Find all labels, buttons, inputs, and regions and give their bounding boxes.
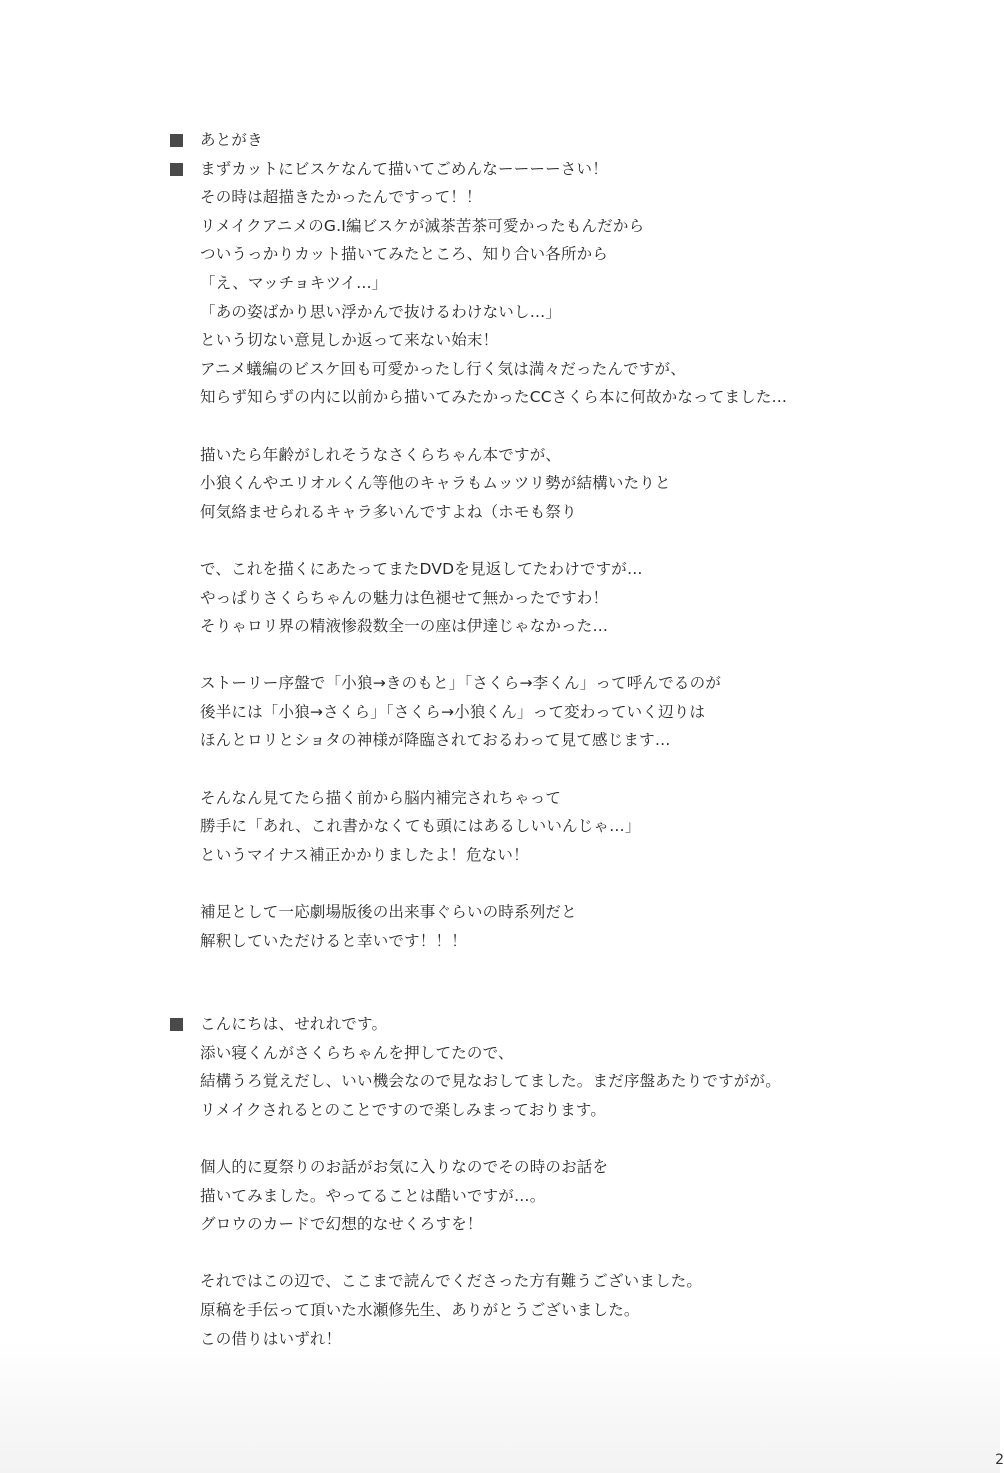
blank-line: [168, 412, 787, 441]
text-line-label: 結構うろ覚えだし、いい機会なので見なおしてました。まだ序盤あたりですがが。: [200, 1072, 781, 1091]
text-line: [168, 698, 787, 727]
text-line-label: リメイクされるとのことですので楽しみまっております。: [200, 1100, 607, 1119]
text-line-label: というマイナス補正かかりましたよ！危ない！: [200, 845, 529, 864]
text-line: [168, 269, 787, 298]
text-line: [168, 1067, 781, 1096]
text-line: [168, 326, 787, 355]
text-line-label: やっぱりさくらちゃんの魅力は色褪せて無かったですわ！: [200, 588, 609, 607]
text-line: [168, 1010, 781, 1039]
text-line: [168, 383, 787, 412]
text-line-label: それではこの辺で、ここまで読んでくださった方有難うございました。: [200, 1272, 703, 1291]
text-line-label: まずカットにビスケなんて描いてごめんなーーーーさい！: [200, 159, 608, 178]
text-line: [168, 298, 787, 327]
text-line-label: ストーリー序盤で「小狼→きのもと」「さくら→李くん」って呼んでるのが: [200, 674, 722, 693]
afterword-section-author-2: [168, 1010, 781, 1353]
square-bullet-icon: [170, 134, 183, 147]
text-line: [168, 1039, 781, 1068]
text-line-label: 描いたら年齢がしれそうなさくらちゃん本ですが、: [200, 445, 562, 464]
text-line: [168, 898, 787, 927]
text-line: [168, 1267, 781, 1296]
text-line: [168, 469, 787, 498]
text-line-label: アニメ蟻編のビスケ回も可愛かったし行く気は満々だったんですが、: [200, 359, 686, 378]
text-line: [168, 555, 787, 584]
blank-line: [168, 641, 787, 670]
text-line-label: 解釈していただけると幸いです！！！: [200, 931, 467, 950]
scan-shadow: [0, 1340, 1000, 1473]
text-line-label: リメイクアニメのG.I編ビスケが滅茶苦茶可愛かったもんだから: [200, 216, 645, 235]
text-line-label: 知らず知らずの内に以前から描いてみたかったCCさくら本に何故かなってました…: [200, 388, 788, 407]
text-line: [168, 784, 787, 813]
text-line: [168, 155, 787, 184]
text-line-label: ほんとロリとショタの神様が降臨されておるわって見て感じます…: [200, 731, 671, 750]
text-line-label: 原稿を手伝って頂いた水瀬修先生、ありがとうございました。: [200, 1300, 640, 1319]
text-line-label: ついうっかりカット描いてみたところ、知り合い各所から: [200, 245, 609, 264]
text-line: [168, 1325, 781, 1354]
text-line-label: そりゃロリ界の精液惨殺数全一の座は伊達じゃなかった…: [200, 617, 609, 636]
square-bullet-icon: [170, 163, 183, 176]
text-line: [168, 841, 787, 870]
afterword-section-author-1: [168, 126, 787, 955]
square-bullet-icon: [170, 1018, 183, 1031]
text-line: [168, 669, 787, 698]
text-line-label: 小狼くんやエリオルくん等他のキャラもムッツリ勢が結構いたりと: [200, 474, 671, 493]
text-line-label: 後半には「小狼→さくら」「さくら→小狼くん」って変わっていく辺りは: [200, 702, 706, 721]
text-line: [168, 212, 787, 241]
text-line-label: という切ない意見しか返って来ない始末！: [200, 331, 499, 350]
text-line: [168, 584, 787, 613]
text-line-label: グロウのカードで幻想的なせくろすを！: [200, 1215, 483, 1234]
text-line: [168, 1182, 781, 1211]
text-line-label: あとがき: [200, 131, 263, 149]
text-line: [168, 498, 787, 527]
text-line-label: 個人的に夏祭りのお話がお気に入りなのでその時のお話を: [200, 1157, 609, 1176]
text-line-label: 描いてみました。やってることは酷いですが…。: [200, 1186, 546, 1205]
text-line-label: この借りはいずれ！: [200, 1329, 342, 1348]
blank-line: [168, 526, 787, 555]
text-line: [168, 183, 787, 212]
blank-line: [168, 1239, 781, 1268]
page-number: 2: [995, 1452, 1004, 1468]
text-line: [168, 441, 787, 470]
text-line-label: 「え、マッチョキツイ…」: [200, 273, 388, 292]
text-line: [168, 612, 787, 641]
blank-line: [168, 869, 787, 898]
text-line-label: その時は超描きたかったんですって！！: [200, 188, 482, 207]
text-line-label: そんなん見てたら描く前から脳内補完されちゃって: [200, 788, 562, 807]
text-line: [168, 812, 787, 841]
text-line-label: 何気絡ませられるキャラ多いんですよね（ホモも祭り: [200, 502, 577, 521]
text-line-label: 「あの姿ばかり思い浮かんで抜けるわけないし…」: [200, 302, 562, 321]
text-line: [168, 726, 787, 755]
text-line: [168, 240, 787, 269]
text-line-label: 補足として一応劇場版後の出来事ぐらいの時系列だと: [200, 903, 577, 922]
text-line: [168, 927, 787, 956]
text-line-label: で、これを描くにあたってまたDVDを見返してたわけですが…: [200, 559, 643, 578]
text-line: [168, 1153, 781, 1182]
text-line: [168, 126, 787, 155]
text-line: [168, 355, 787, 384]
text-line-label: こんにちは、せれれです。: [200, 1015, 388, 1033]
text-line: [168, 1210, 781, 1239]
blank-line: [168, 1124, 781, 1153]
text-line-label: 勝手に「あれ、これ書かなくても頭にはあるしいいんじゃ…」: [200, 817, 641, 836]
text-line-label: 添い寝くんがさくらちゃんを押してたので、: [200, 1043, 514, 1062]
blank-line: [168, 755, 787, 784]
text-line: [168, 1296, 781, 1325]
text-line: [168, 1096, 781, 1125]
